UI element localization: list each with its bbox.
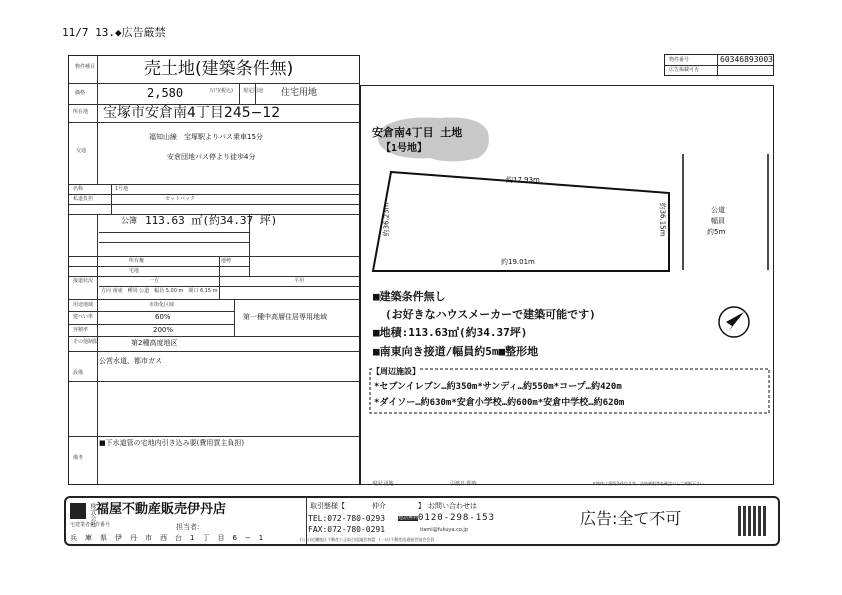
feature-line-2: (お好きなハウスメーカーで建築可能です) [385,308,596,321]
transport-label: 交通 [76,148,87,154]
current-status: 現況:更地 [372,481,394,487]
use-value: 住宅用地 [281,88,318,98]
inquiry-label: お問い合わせは [428,502,477,510]
person-label: 担当者: [176,523,200,531]
area-value: 113.63 ㎡(約34.37 坪) [145,214,278,227]
road-label-3: 約5m [707,228,726,236]
setback-label: セットバック [165,196,195,202]
shared-label: 私道負担 [73,196,94,202]
name-value: 1号地 [115,186,129,192]
use-label: 規定用途 [243,88,264,94]
trade-value: 仲介 [372,502,386,510]
far-value: 200% [153,326,174,334]
disclaimer-note: 本物件は建築条件付き等、法的制限等を確認の上ご判断下さい [592,481,704,486]
terrain-label: 地勢 [221,258,232,264]
price-unit-label: 万円(税込) [209,88,233,94]
area-label: 公簿 [121,216,137,225]
small-print: (公社)近畿地区不動産公正取引協議会加盟 (一社)不動産流通経営協会会員 [300,537,435,542]
email: itami@fukuya.co.jp [420,527,468,533]
transport-line-2: 安倉団地バス停より徒歩4分 [167,153,256,161]
road-label-2: 幅員 [711,217,725,225]
utility-value: 公営水道、都市ガス [99,357,162,365]
top-dimension: 約17.93m [506,176,540,184]
ad-permission-label: 広告掲載可否 [669,67,700,73]
tel: TEL:072-780-0293 [308,514,386,523]
type-label: 物件種目 [75,64,96,70]
nearby-line-1: *セブンイレブン…約350m*サンディ…約550m*コープ…約420m [374,382,622,392]
price-value: 2,580 [147,86,184,100]
coverage-value: 60% [155,313,171,321]
nearby-line-2: *ダイソー…約630m*安倉小学校…約600m*安倉中学校…約620m [374,398,625,408]
map-subtitle: 【1号地】 [381,143,428,154]
other-label: その他制限 [73,339,99,345]
trade-label: 取引態様【 [310,502,345,510]
price-label: 価格 [75,90,86,96]
feature-line-3: ■地積:113.63㎡(約34.37坪) [373,326,528,339]
road-label-1: 公道 [711,206,725,214]
header-stamp: 11/7 13.◆広告厳禁 [62,26,166,39]
land-right: 所有権 [129,258,145,264]
other-value: 第2種高度地区 [131,339,178,347]
free-number: 0120-298-153 [418,513,496,523]
terrain-value: 平坦 [294,278,305,284]
utility-label: 設備 [73,370,84,376]
zone-sub: 市街化区域 [149,302,175,308]
right-dimension: 約36.15m [658,202,667,237]
zone-value: 第一種中高層住居専用地域 [243,313,327,321]
land-category: 宅地 [129,268,140,274]
road-value: 一方 [149,278,160,284]
trade-close: 】 [418,502,425,510]
bottom-dimension: 約19.01m [501,258,535,266]
fax: FAX:072-780-0291 [308,525,386,534]
remarks-label: 備考 [73,455,84,461]
nearby-title: 【周辺施設】 [372,367,420,376]
free-call-label: 通話無料 [398,515,419,521]
address-label: 所在地 [73,109,89,115]
name-label: 名称 [73,186,84,192]
license: 宅建業者免許番号 [70,522,111,528]
qr-code [738,506,768,536]
company-name: 福屋不動産販売伊丹店 [96,502,227,517]
ad-notice: 広告:全て不可 [580,509,682,528]
road-label: 接道状況 [73,278,94,284]
feature-line-1: ■建築条件無し [373,290,446,303]
far-label: 容積率 [73,327,89,333]
company-address: 兵庫県伊丹市西台1丁目6−1 [70,534,272,542]
property-type-title: 売土地(建築条件無) [144,59,294,79]
transport-line-1: 福知山線 宝塚駅よりバス乗車15分 [149,133,263,141]
map-title: 安倉南4丁目 土地 [372,126,463,139]
property-number-label: 物件番号 [669,57,690,63]
property-number-value: 60346893003 [720,55,773,64]
feature-line-4: ■南東向き接道/幅員約5m■整形地 [373,345,539,358]
coverage-label: 建ぺい率 [73,314,94,320]
left-dimension: 約36.23m [382,202,391,237]
company-logo [70,503,86,519]
road-detail: 方向 南東 種別 公道 幅員 5.00 m 間口 6.15 m [101,288,218,294]
handover-date: 引渡日:即時 [450,481,477,487]
remarks-value: ■下水道管の宅地内引き込み要(費用買主負担) [99,439,245,447]
zone-label: 用途地域 [73,302,94,308]
company-prefix: 株式会社 [89,503,96,527]
address-value: 宝塚市安倉南4丁目245−12 [103,105,281,121]
